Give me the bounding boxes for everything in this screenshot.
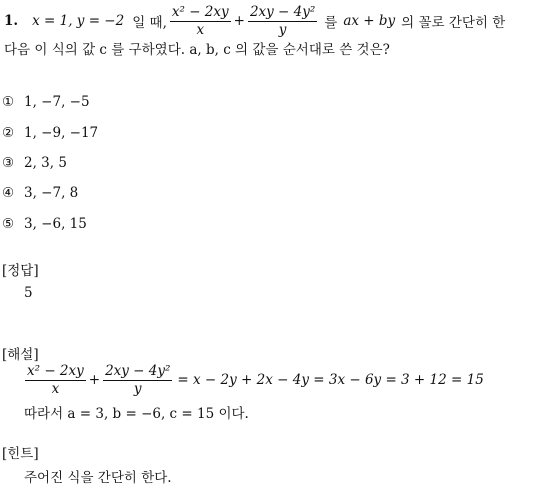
explanation-fraction-1	[25, 364, 86, 395]
explanation-fraction-2	[103, 364, 172, 395]
explanation-fraction-2-denominator: y	[133, 380, 142, 397]
explanation-fraction-1-numerator: x² − 2xy	[27, 363, 84, 380]
choice-3-mark: ③	[2, 155, 15, 171]
choice-1-text: 1, −7, −5	[24, 94, 90, 110]
question-condition: x = 1, y = −2	[32, 13, 125, 29]
question-text-1: 일 때,	[132, 15, 167, 31]
choice-5-text: 3, −6, 15	[24, 216, 87, 232]
fraction-2-numerator: 2xy − 4y²	[249, 4, 316, 21]
choice-3	[2, 155, 67, 171]
question-text-2: 를	[324, 15, 338, 31]
choice-5	[2, 216, 87, 232]
fraction-1-denominator: x	[196, 21, 205, 38]
hint-text: 주어진 식을 간단히 한다.	[24, 470, 172, 486]
explanation-fraction-1-denominator: x	[51, 380, 60, 397]
choice-5-mark: ⑤	[2, 216, 15, 232]
choice-1-mark: ①	[2, 94, 15, 110]
choice-2-mark: ②	[2, 125, 15, 141]
explanation-line-2: 따라서 a = 3, b = −6, c = 15 이다.	[24, 406, 249, 422]
choice-1	[2, 94, 90, 110]
choice-4-text: 3, −7, 8	[24, 185, 79, 201]
question-form: ax + by	[343, 13, 396, 29]
choice-3-text: 2, 3, 5	[24, 155, 67, 171]
question-line-1	[4, 4, 505, 38]
explanation-plus: +	[88, 372, 101, 388]
fraction-2-denominator: y	[278, 21, 287, 38]
question-text-3: 의 꼴로 간단히 한	[401, 15, 506, 31]
plus-sign: +	[233, 13, 245, 29]
question-line-2: 다음 이 식의 값 c 를 구하였다. a, b, c 의 값을 순서대로 쓴 것은?	[4, 42, 390, 58]
explanation-rhs: = x − 2y + 2x − 4y = 3x − 6y = 3 + 12 = 15	[177, 372, 484, 388]
choice-2	[2, 125, 98, 141]
choice-4-mark: ④	[2, 185, 15, 201]
hint-label: [힌트]	[2, 446, 39, 462]
explanation-label: [해설]	[2, 347, 39, 363]
explanation-fraction-2-numerator: 2xy − 4y²	[105, 363, 171, 380]
question-number: 1.	[4, 13, 19, 29]
explanation-equation	[22, 362, 484, 398]
fraction-1-numerator: x² − 2xy	[171, 4, 229, 21]
fraction-1	[170, 5, 231, 36]
fraction-2	[248, 5, 317, 36]
answer-label: [정답]	[2, 263, 39, 279]
answer-value: 5	[24, 285, 33, 301]
choice-2-text: 1, −9, −17	[24, 125, 99, 141]
choice-4	[2, 185, 78, 201]
